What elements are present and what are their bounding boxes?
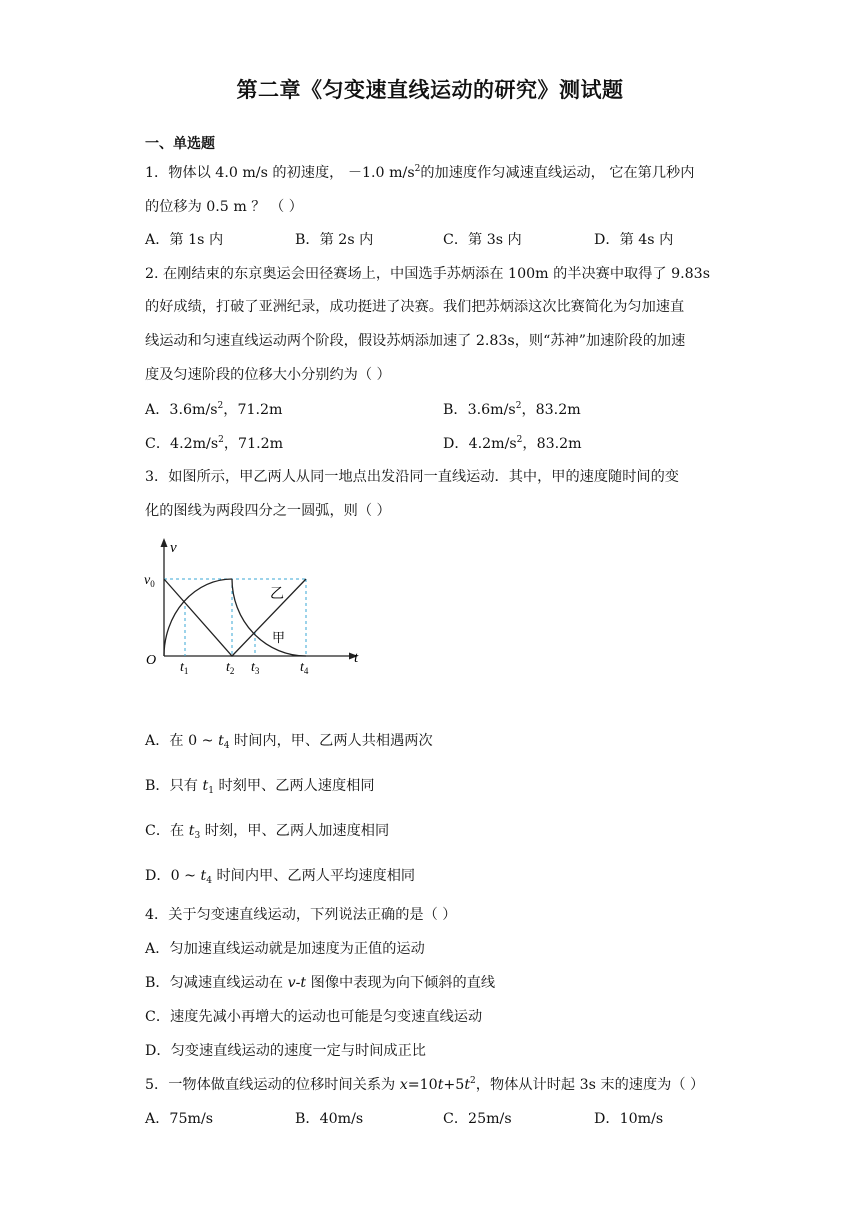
q2-option-a: A．$3.6m/s^2$，71.2m [145,401,283,418]
q2-option-b: B．$3.6m/s^2$，83.2m [443,401,581,418]
q5-option-d: D．10m/s [594,1111,664,1127]
t4-label: $t_4$ [300,660,309,674]
q3-option-d: D．0 ~ $t_4$ 时间内甲、乙两人平均速度相同 [145,868,416,886]
page-title: 第二章《匀变速直线运动的研究》测试题 [236,78,624,102]
axis-v-label: v [170,540,177,556]
vt-graph [140,534,380,674]
t3-label: $t_3$ [251,660,260,674]
q4-option-d: D．匀变速直线运动的速度一定与时间成正比 [145,1043,426,1059]
q4-option-c: C．速度先减小再增大的运动也可能是匀变速直线运动 [145,1009,483,1025]
v0-label: $v_0$ [144,573,155,589]
section-heading: 一、单选题 [145,136,215,152]
question-2-line-2: 的好成绩，打破了亚洲纪录，成功挺进了决赛。我们把苏炳添这次比赛简化为匀加速直 [145,299,685,315]
q1-option-a: A．第 1s 内 [145,232,224,248]
q1-option-b: B．第 2s 内 [295,232,374,248]
axis-t-label: t [354,650,359,666]
jia-label: 甲 [272,630,286,645]
v-axis-arrow [161,538,168,547]
yi-label: 乙 [270,587,284,602]
q2-option-d: D．$4.2m/s^2$，83.2m [443,435,582,452]
question-2-line-3: 线运动和匀速直线运动两个阶段，假设苏炳添加速了 2.83s，则“苏神”加速阶段的加速 [145,333,686,349]
q5-option-a: A．75m/s [145,1111,214,1127]
q1-option-c: C．第 3s 内 [443,232,522,248]
t1-label: $t_1$ [180,660,189,674]
question-5-stem: 5．一物体做直线运动的位移时间关系为 $x=10t+5t^2$，物体从计时起 3s 末的速度为（ ） [145,1076,705,1093]
question-3-line-1: 3．如图所示，甲乙两人从同一地点出发沿同一直线运动．其中，甲的速度随时间的变 [145,469,679,485]
q4-option-b: B．匀减速直线运动在 v-t 图像中表现为向下倾斜的直线 [145,975,496,991]
q3-option-a: A．在 0 ~ $t_4$ 时间内，甲、乙两人共相遇两次 [145,733,433,751]
question-3-line-2: 化的图线为两段四分之一圆弧，则（ ） [145,503,391,519]
question-1-line-1 [145,163,694,183]
origin-label: O [146,653,157,668]
q1-text-a: 1．物体以 4.0 m/s 的初速度， －1.0 m/s [145,165,415,181]
q3-option-b: B．只有 $t_1$ 时刻甲、乙两人速度相同 [145,778,375,796]
question-1-line-2: 的位移为 0.5 m ？ （ ） [145,199,303,215]
question-2-line-1: 2. 在刚结束的东京奥运会田径赛场上，中国选手苏炳添在 100m 的半决赛中取得了 9.83s [145,266,710,282]
q2-option-c: C．$4.2m/s^2$，71.2m [145,435,284,452]
q4-option-a: A．匀加速直线运动就是加速度为正值的运动 [145,941,425,957]
question-2-line-4: 度及匀速阶段的位移大小分别约为（ ） [145,367,391,383]
q3-option-c: C．在 $t_3$ 时刻，甲、乙两人加速度相同 [145,823,390,841]
q5-option-b: B．40m/s [295,1111,364,1127]
q1-text-b: 的加速度作匀减速直线运动， 它在第几秒内 [420,165,695,181]
q5-option-c: C．25m/s [443,1111,512,1127]
t2-label: $t_2$ [226,660,235,674]
q1-option-d: D．第 4s 内 [594,232,674,248]
question-4-stem: 4．关于匀变速直线运动，下列说法正确的是（ ） [145,907,457,923]
q1-sup: 2 [414,164,421,174]
